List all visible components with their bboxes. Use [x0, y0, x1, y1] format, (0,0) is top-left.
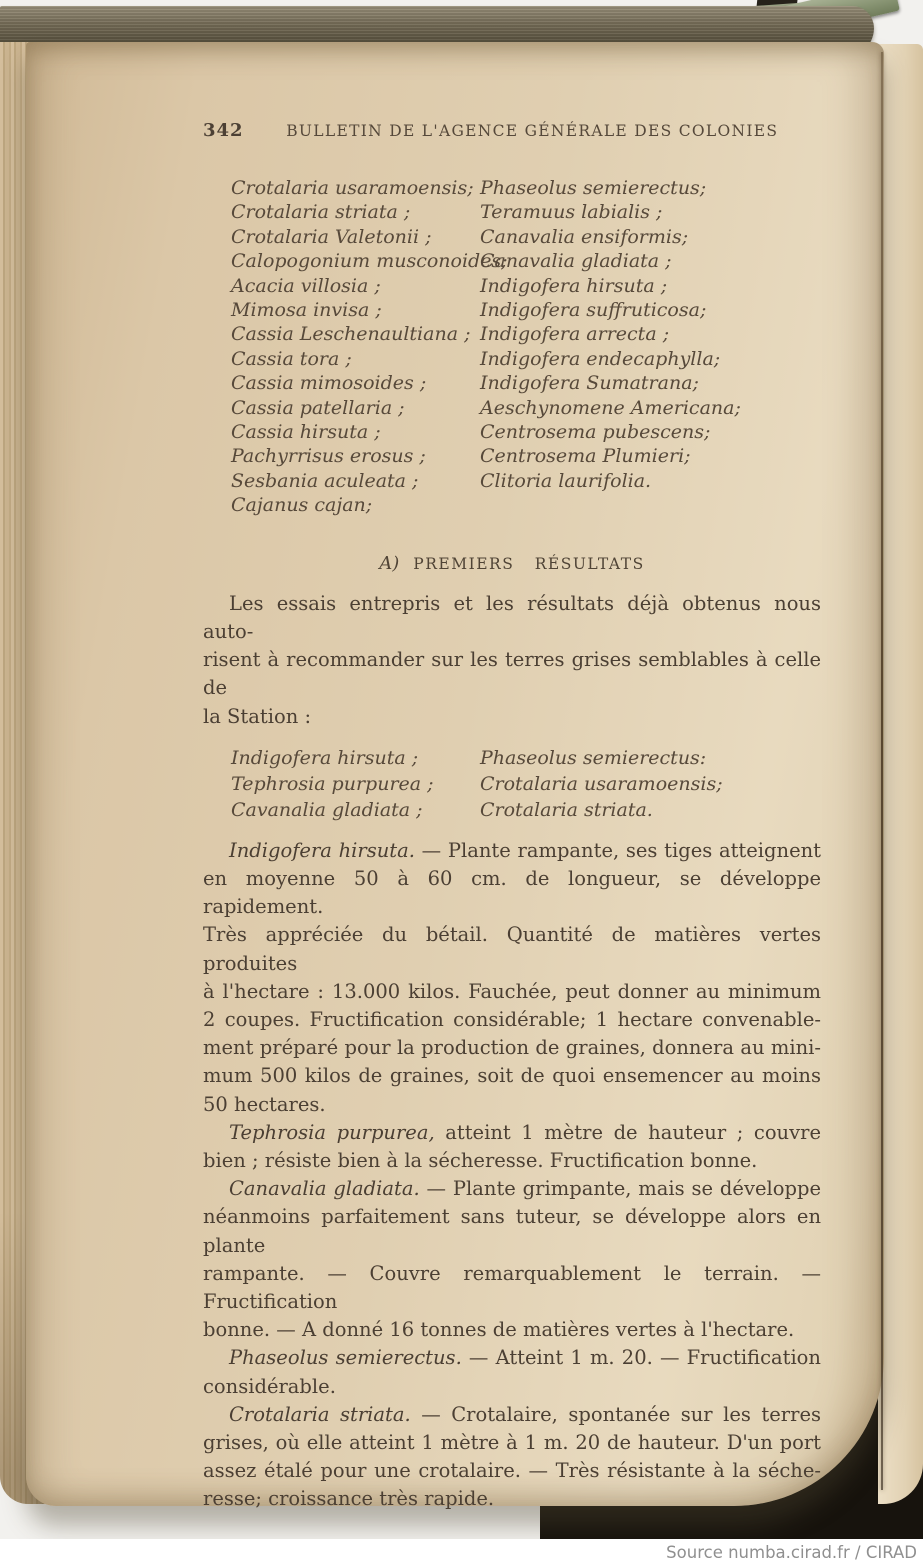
- plant-list-main-col2: [480, 176, 821, 518]
- text-line: bonne. — A donné 16 tonnes de matières vertes à l'hectare.: [203, 1318, 795, 1342]
- plant-name: Cassia tora ;: [231, 347, 352, 370]
- plant-name: Pachyrrisus erosus ;: [231, 445, 426, 468]
- running-title: BULLETIN DE L'AGENCE GÉNÉRALE DES COLONIES: [286, 122, 779, 140]
- plant-name: Canavalia ensiformis;: [480, 225, 689, 248]
- text-line: assez étalé pour une crotalaire. — Très résistante à la séche-: [203, 1459, 821, 1483]
- plant-name: Clitoria laurifolia.: [480, 469, 652, 492]
- text-line: considérable.: [203, 1374, 336, 1398]
- intro-paragraph: [203, 590, 821, 731]
- gutter-crease: [881, 52, 883, 1490]
- text-line: à l'hectare : 13.000 kilos. Fauchée, peut donner au minimum: [203, 979, 821, 1003]
- text-line: la Station :: [203, 704, 312, 728]
- source-strip: [0, 1539, 923, 1566]
- plant-list-recommended-col1: [203, 745, 480, 823]
- facing-page-sliver: [878, 44, 923, 1504]
- text-line: Indigofera hirsuta. — Plante rampante, ses tiges atteignent: [229, 838, 822, 862]
- plant-name: Tephrosia purpurea ;: [231, 772, 434, 795]
- plant-list-recommended: [203, 745, 821, 823]
- plant-name: Cassia mimosoides ;: [231, 372, 427, 395]
- plant-name: Crotalaria Valetonii ;: [231, 225, 432, 248]
- plant-name: Centrosema pubescens;: [480, 421, 711, 444]
- plant-list-main-col1: [203, 176, 508, 518]
- plant-list-main: [203, 176, 821, 518]
- paragraph-canavalia-gladiata: [203, 1175, 821, 1344]
- text-line: rampante. — Couvre remarquablement le terrain. — Fructification: [203, 1261, 821, 1313]
- text-line: resse; croissance très rapide.: [203, 1487, 495, 1511]
- plant-name: Crotalaria usaramoensis;: [480, 772, 723, 795]
- text-line: bien ; résiste bien à la sécheresse. Fructification bonne.: [203, 1148, 758, 1172]
- species-name-lead: Canavalia gladiata.: [229, 1177, 420, 1201]
- plant-name: Cavanalia gladiata ;: [231, 798, 423, 821]
- plant-name: Crotalaria striata ;: [231, 201, 411, 224]
- text-line: ment préparé pour la production de graines, donnera au mini-: [203, 1036, 821, 1060]
- plant-name: Indigofera arrecta ;: [480, 323, 670, 346]
- text-line: Très appréciée du bétail. Quantité de matières vertes produites: [203, 923, 821, 975]
- page-content: [203, 120, 821, 1514]
- plant-name: Aeschynomene Americana;: [480, 396, 741, 419]
- text-line: Les essais entrepris et les résultats déjà obtenus nous auto-: [203, 591, 821, 643]
- section-letter: A): [379, 552, 400, 574]
- text-line: Crotalaria striata. — Crotalaire, spontanée sur les terres: [229, 1402, 821, 1426]
- plant-name: Cassia Leschenaultiana ;: [231, 323, 471, 346]
- species-name-lead: Crotalaria striata.: [229, 1402, 411, 1426]
- text-line: mum 500 kilos de graines, soit de quoi ensemencer au moins: [203, 1064, 821, 1088]
- plant-name: Acacia villosia ;: [231, 274, 381, 297]
- text-line: grises, où elle atteint 1 mètre à 1 m. 20 de hauteur. D'un port: [203, 1430, 821, 1454]
- plant-list-recommended-col2: [480, 745, 821, 823]
- species-name-lead: Indigofera hirsuta.: [229, 838, 415, 862]
- plant-name: Indigofera hirsuta ;: [231, 746, 419, 769]
- plant-name: Cassia patellaria ;: [231, 396, 405, 419]
- paragraph-phaseolus-semierectus: [203, 1344, 821, 1400]
- species-name-lead: Phaseolus semierectus.: [229, 1346, 462, 1370]
- plant-name: Indigofera Sumatrana;: [480, 372, 699, 395]
- plant-name: Indigofera hirsuta ;: [480, 274, 668, 297]
- plant-name: Indigofera endecaphylla;: [480, 347, 721, 370]
- plant-name: Crotalaria usaramoensis;: [231, 177, 474, 199]
- text-line: en moyenne 50 à 60 cm. de longueur, se développe rapidement.: [203, 866, 821, 919]
- plant-name: Crotalaria striata.: [480, 798, 653, 821]
- species-paragraphs: [203, 837, 821, 1514]
- plant-name: Mimosa invisa ;: [231, 299, 382, 322]
- paragraph-tephrosia-purpurea: [203, 1119, 821, 1175]
- text-line: Phaseolus semierectus. — Atteint 1 m. 20. — Fructification: [229, 1346, 821, 1370]
- text-line: 50 hectares.: [203, 1092, 326, 1116]
- text-line: risent à recommander sur les terres grises semblables à celle de: [203, 648, 821, 700]
- page-header: [203, 120, 821, 150]
- plant-name: Phaseolus semierectus:: [480, 746, 707, 769]
- plant-name: Sesbania aculeata ;: [231, 469, 419, 492]
- plant-name: Cassia hirsuta ;: [231, 421, 381, 444]
- plant-name: Indigofera suffruticosa;: [480, 299, 707, 322]
- text-line: 2 coupes. Fructification considérable; 1 hectare convenable-: [203, 1007, 821, 1031]
- section-heading: [203, 552, 821, 576]
- plant-name: Teramuus labialis ;: [480, 201, 663, 224]
- plant-name: Canavalia gladiata ;: [480, 250, 672, 273]
- text-line: Canavalia gladiata. — Plante grimpante, mais se développe: [229, 1177, 821, 1201]
- paragraph-crotalaria-striata: [203, 1401, 821, 1514]
- plant-name: Phaseolus semierectus;: [480, 177, 707, 199]
- section-title: PREMIERS RÉSULTATS: [413, 554, 645, 573]
- page-number: 342: [203, 120, 244, 141]
- text-line: Tephrosia purpurea, atteint 1 mètre de hauteur ; couvre: [229, 1120, 821, 1144]
- plant-name: Cajanus cajan;: [231, 494, 373, 517]
- paragraph-indigofera-hirsuta: [203, 837, 821, 1119]
- plant-name: Centrosema Plumieri;: [480, 445, 691, 468]
- source-watermark: Source numba.cirad.fr / CIRAD: [666, 1543, 917, 1562]
- plant-name: Calopogonium musconoides;: [231, 250, 508, 273]
- text-line: néanmoins parfaitement sans tuteur, se développe alors en plante: [203, 1205, 821, 1257]
- species-name-lead: Tephrosia purpurea,: [229, 1120, 435, 1144]
